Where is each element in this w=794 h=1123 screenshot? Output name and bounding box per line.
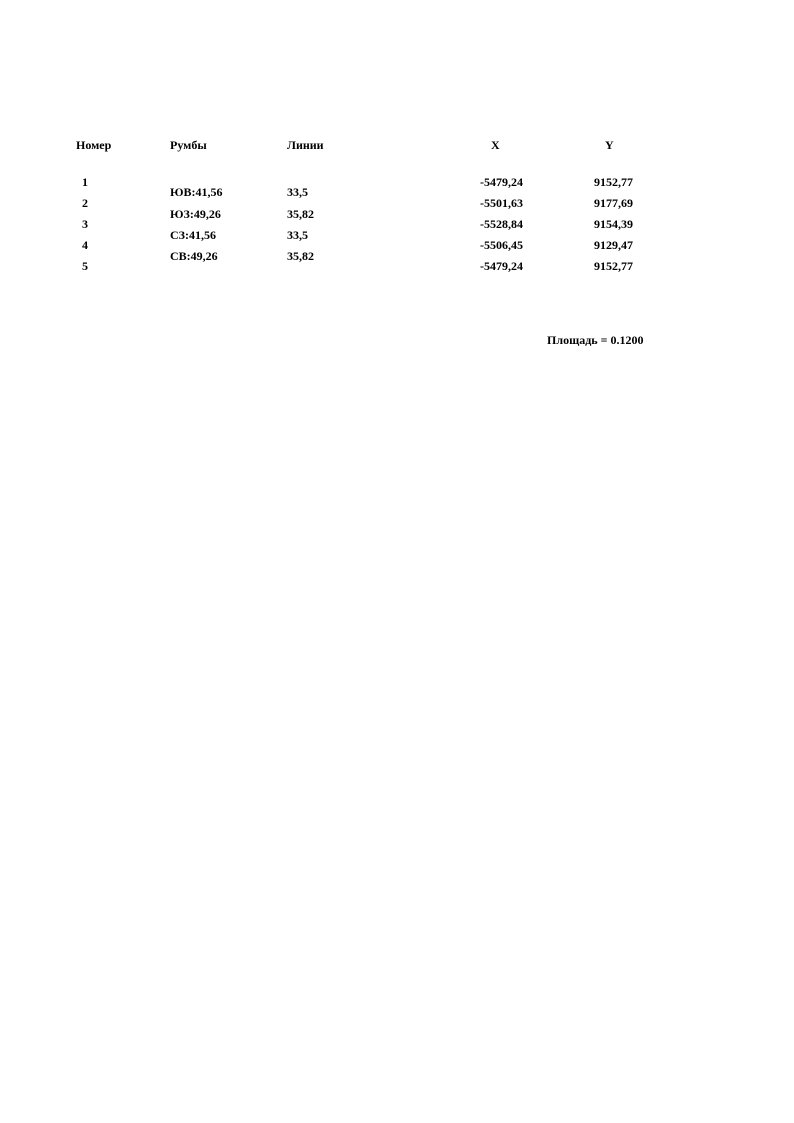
point-y: 9152,77: [594, 175, 633, 189]
point-x: -5506,45: [480, 238, 523, 252]
point-x: -5501,63: [480, 196, 523, 210]
segment-bearing: ЮВ:41,56: [170, 185, 223, 199]
point-number: 5: [82, 259, 88, 273]
header-lines: Линии: [287, 138, 324, 152]
segment-bearing: СВ:49,26: [170, 249, 218, 263]
header-number: Номер: [76, 138, 112, 152]
point-x: -5479,24: [480, 259, 523, 273]
point-x: -5528,84: [480, 217, 523, 231]
header-x: X: [491, 138, 500, 152]
point-y: 9154,39: [594, 217, 633, 231]
point-y: 9177,69: [594, 196, 633, 210]
area-result: Площадь = 0.1200: [547, 333, 644, 347]
segment-bearing: СЗ:41,56: [170, 228, 216, 242]
point-number: 3: [82, 217, 88, 231]
segment-length: 33,5: [287, 228, 308, 242]
point-y: 9129,47: [594, 238, 633, 252]
point-y: 9152,77: [594, 259, 633, 273]
segment-length: 35,82: [287, 207, 314, 221]
segment-bearing: ЮЗ:49,26: [170, 207, 221, 221]
point-x: -5479,24: [480, 175, 523, 189]
point-number: 2: [82, 196, 88, 210]
header-bearings: Румбы: [170, 138, 207, 152]
segment-length: 35,82: [287, 249, 314, 263]
header-y: Y: [605, 138, 614, 152]
point-number: 4: [82, 238, 88, 252]
segment-length: 33,5: [287, 185, 308, 199]
point-number: 1: [82, 175, 88, 189]
